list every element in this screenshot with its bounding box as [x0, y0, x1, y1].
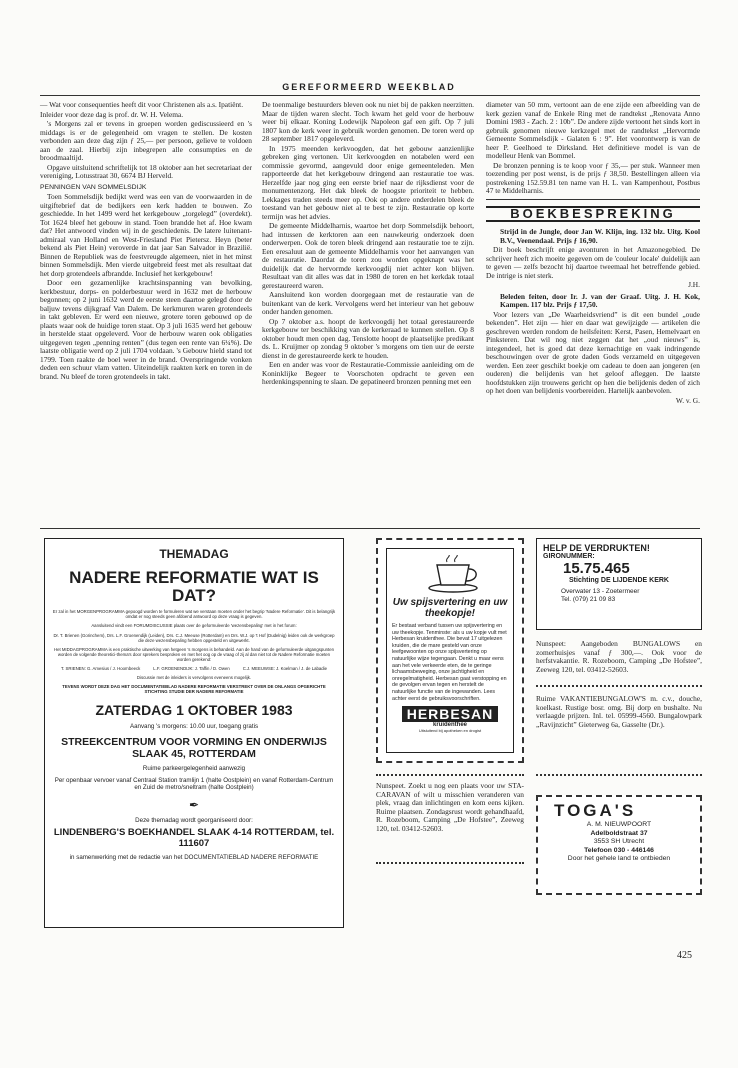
giro-label: GIRONUMMER: — [543, 553, 595, 560]
article-column-2 — [262, 101, 474, 388]
wavy-divider — [376, 858, 524, 864]
ad-headline: TOGA'S — [554, 801, 637, 820]
ad-headline: HELP DE VERDRUKTEN! — [543, 543, 650, 553]
event-parking: Ruime parkeergelegenheid aanwezig — [142, 765, 246, 773]
paragraph: diameter van 50 mm, vertoont aan de ene zijde een afbeelding van de kerk gezien vanaf de Enkele Ring met de randtekst „Renovata Anno Domini 1983 - Zach. 2 : 10b”. De andere zijde vertoont het sinds kort in gebruik genomen nieuwe kerkzegel met de randtekst „Hervormde Gemeente Sommelsdijk - Galaten 6 : 9”. Het voorontwerp is van de heer P. Geelhoed te Dirksland. Het definitieve model is van de modelleur Henk van Bommel. — [486, 100, 700, 160]
article-column-1 — [40, 101, 252, 382]
divider — [486, 199, 700, 200]
paragraph: Aansluitend kon worden doorgegaan met de restauratie van de buitenkant van de kerk. Vervolgens werd het interieur van het gebouw onder handen genomen. — [262, 290, 474, 316]
paragraph: 's Morgens zal er tevens in groepen worden gediscussieerd en 's middags is er de gelegenheid om vragen te stellen. De kosten verbonden aan deze dag zijn ƒ 25,— per persoon, gelieve te voldoen aan de zaal. Hierbij zijn inbegrepen alle consumpties en de broodmaaltijd. — [40, 119, 252, 162]
ad-label: THEMADAG — [159, 547, 229, 561]
event-organizer: LINDENBERG'S BOEKHANDEL SLAAK 4-14 ROTTERDAM, tel. 111607 — [53, 827, 335, 850]
ad-fine-print: Er zal in het MORGENPROGRAMMA gepoogd worden te formuleren wat we verstaan moeten onder het begrip 'Nadere Reformatie'. Dit is belangrijk omdat er nog steeds geen afdoend antwoord op deze vraag is gegeven. — [52, 609, 336, 620]
review-signature: W. v. G. — [675, 395, 700, 405]
paragraph: Toen Sommelsdijk bedijkt werd was een van de voorwaarden in de uitgiftebrief dat de bedijkers een kerk hadden te bouwen. Zo geschiedde. In het 1499 werd het kerkgebouw „torgelegd” (overdekt). Tot 1624 bleef het gebouw in stand. Toen brandde het af. Hoe kwam dat? Het antwoord vinden wij in de geschiedenis. De latere luitenant-admiraal van Holland en West-Friesland Piet Pietersz. Heyn (beter bekend als Piet Hein) veroverde in dat jaar San Salvador in Brazilië. Binnen de Republiek was de feestvreugde algemeen, niet in het minst binnen Sommelsdijk. Men vierde uitgebreid feest met als resultaat dat het dorp grotendeels afbrandde. Inclusief het kerkgebouw! — [40, 192, 252, 278]
giro-number: 15.75.465 — [563, 560, 630, 577]
review-signature: J.H. — [688, 280, 700, 289]
classified-ad: Ruime VAKANTIEBUNGALOW'S m. c.v., douche, koelkast. Rustige bosr. omg. Bij dorp en bushalte. Nu verlaagde prijzen. Inl. tel. 05999-4560. Bungalowpark „Ravijnzicht” Gieterweg 6a, Gasselte (Dr.). — [536, 694, 702, 729]
ad-fine-print: TEVENS WORDT DEZE DAG HET DOCUMENTATIEBLAD NADERE REFORMATIE VERSTREKT OVER DE ONLANGS OPGERICHTE STICHTING STUDIE DER NADERE REFORMATIE — [62, 683, 326, 695]
paragraph: De toenmalige bestuurders bleven ook nu niet bij de pakken neerzitten. Maar de tijden waren slecht. Toch kwam het geld voor de herbouw weer bij elkaar. Koning Lodewijk Napoleon gaf een gift. Op 7 juli 1807 kon de kerk weer in gebruik worden genomen. De toren werd op 28 september 1817 opgeleverd. — [262, 100, 474, 143]
speaker: T. SRIENEN: G. Amesius / J. Hoornbeeck — [61, 665, 141, 671]
paragraph: De gemeente Middelharnis, waartoe het dorp Sommelsdijk behoort, had intussen de kerktoren aan een nauwkeurig onderzoek doen onderwerpen. Ook de toren bleek dringend aan restauratie toe te zijn. Een eresaluut aan de gemeente Middelharnis voor het aanvangen van de restauratie. Daordat de toren zou worden opgeknapt was het duidelijk dat de hervormde kerkvoogdij niet achter kon blijven. Resultaat van dit alles was dat in 1980 de toren en het kerkdak totaal gerestaureerd waren. — [262, 221, 474, 290]
ad-fine-print: Discussie met de inleiders is vervolgens eveneens mogelijk. — [136, 674, 252, 680]
review-title: Strijd in de Jungle, door Jan W. Klijn, ing. 132 blz. Uitg. Kool B.V., Veenendaal. Prijs ƒ 16,90. — [500, 227, 700, 245]
address-line: Adelboldstraat 37 — [590, 829, 648, 837]
paragraph: De bronzen penning is te koop voor ƒ 35,— per stuk. Wanneer men toezending per post wenst, is de prijs ƒ 38,50. Bestellingen alleen via postrekening 152.59.81 ten name van H. L. van Kampenhout, Postbus 47 te Middelharnis. — [486, 160, 700, 195]
ad-body: Er bestaat verband tussen uw spijsvertering en uw theekopje. Tenminste: als u uw kopje vult met Herbesan kruidenthee. Die bevat 17 uitgelezen kruiden, die de mare gesteld van onze leefgewoonten op onze spijsvertering op natuurlijke wijze tegengaan. Denkt u maar eens aan het vele verkeerde eten, de te geringe lichaamsbeweging, onze jachtigheid en onregelmatigheid. Herbesan gaat verstopping en de gevolgen ervan tegen en herstelt de natuurlijke functie van de ingewanden. Lees achter eerst de gebruiksvoorschriften. — [392, 623, 507, 702]
brand-subtitle: kruidenthee — [432, 722, 467, 729]
ad-togas — [536, 795, 702, 895]
ad-headline: Uw spijsvertering en uw theekopje! — [392, 597, 508, 619]
address-line: Overwater 13 - Zoetermeer — [561, 588, 640, 595]
review-text: Voor lezers van „De Waarheidsvriend” is dit een bundel „oude bekenden”. Het zijn — hier en daar wat gewijzigde — artikelen die geschreven werden rondom de heilsfeiten: Kerst, Pasen, Hemelvaart en Pinksteren. Dat wil nog niet zeggen dat het „oud nieuws” is, integendeel, het is goed dat deze kernachtige en vaak indringende beschouwingen over de grote daden Gods verzameld en uitgegeven werden. Een zeer geschikt boekje om cadeau te doen aan jongeren (en ouderen) die belijdenis van het geloof afleggen. De laatste hoofdstukken zijn trouwens gericht op hen die belijdenis deden of zich op het doen van belijdenis voorbereiden. Hartelijk aanbevolen. — [486, 309, 700, 395]
wavy-divider — [376, 770, 524, 776]
review-title: Beleden feiten, door Ir. J. van der Graaf. Uitg. J. H. Kok, Kampen. 117 blz. Prijs ƒ 17,50. — [500, 291, 700, 309]
page-header: GEREFORMEERD WEEKBLAD — [282, 82, 456, 92]
article-column-3 — [486, 101, 700, 406]
section-subhead: PENNINGEN VAN SOMMELSDIJK — [40, 183, 147, 191]
address-line: 3553 SH Utrecht — [593, 838, 645, 845]
business-name: A. M. NIEUWPOORT — [586, 821, 652, 828]
event-organizer-label: Deze themadag wordt georganiseerd door: — [135, 817, 253, 825]
paragraph: Een en ander was voor de Restauratie-Commissie aanleiding om de Koninklijke Begeer te Voorschoten opdracht te geven een herdenkingspenning te slaan. De gepatineerd bronzen penning met een — [262, 360, 474, 386]
ad-fine-print: Aansluitend vindt een FORUMDISCUSSIE plaats over de geformuleerde 'wezensbepaling' met in het forum: — [91, 623, 297, 629]
event-transport: Per openbaar vervoer vanaf Centraal Station tramlijn 1 (halte Oostplein) en vanaf Rotterdam-Centrum en Zuid de metro/sneltram (halte Oostplein) — [54, 777, 334, 792]
page-number: 425 — [677, 950, 692, 961]
paragraph: Opgave uitsluitend schriftelijk tot 18 oktober aan het secretariaat der vereniging, Lotusstraat 30, 6674 BJ Herveld. — [40, 162, 252, 180]
brand-logo: HERBESAN — [402, 706, 498, 722]
teacup-icon — [425, 555, 481, 593]
ad-help-de-verdrukten — [536, 538, 702, 630]
ad-fine-print: Dr. T. Brienen (Gorinchem), Drs. L.F. Groenendijk (Leiden), Drs. C.J. Meeuse (Rotterdam) en Drs. W.J. op 't Hof (Dudelnig) leiden ook de werkgroep die deze wezensbepaling hebben opgesteld en uitgewerkt. — [53, 632, 335, 643]
classified-ad: Nunspeet: Aangeboden BUNGALOWS en zomerhuisjes vanaf ƒ 300,—. Ook voor de herfstvakantie. R. Rozeboom, Camping „De Hofstee”, Zeeweg 120, tel. 03412-52603. — [536, 639, 702, 674]
wavy-divider — [536, 770, 702, 776]
ad-fine-print: Het MIDDAGPROGRAMMA is een praktische uitwerking van hetgeen 's morgens is behandeld. Aan de hand van de geformuleerde uitgangspunten worden de volgende theoretici-thema's door sprekers besproken en met het oog op de vraag of zij al dan niet tot de Nadere Reformatie moeten worden gerekend: — [53, 647, 335, 663]
ad-herbesan — [376, 538, 524, 763]
ad-herbesan-inner — [386, 548, 514, 753]
header-rule — [40, 95, 700, 96]
paragraph: Door een gezamenlijke krachtsinspanning van bevolking, kerkbestuur, dorps- en polderbestuur werd in 1632 met de herbouw begonnen; op 2 juni 1632 werd de eerste steen daartoe gelegd door de baljuw tevens dijkgraaf Van Dalem. De kerkmuren waren grotendeels in takt gebleven. Er werd een nieuwe, grotere toren gebouwd op de plaats waar ook de huidige toren staat. Op 3 juli 1635 werd het gebouw in herstelde staat opgeleverd. Voor de herbouw waren ook obligaties uitgegeven tegen „penning renten” (dus tegen een rente van 6¼%). De laatste obligatie werd op 2 juli 1704 voldaan. 's Gebouw hield stand tot 1799. Toen raakte de boel weer in de brand. Overspringende vonken deden een schuur vlam vatten. Uiteindelijk raakten kerk en toren in de brand. Nu bleef de toren grotendeels in takt. — [40, 278, 252, 381]
classified-ad: Nunspeet. Zoekt u nog een plaats voor uw STA-CARAVAN of wilt u misschien veranderen van plek, vraag dan inlichtingen en kom eens kijken. Ruime plaatsen. Zondagsrust wordt gehandhaafd, R. Rozeboom, Camping „De Hofstee”, Zeeweg 120, tel. 03412-52603. — [376, 781, 524, 833]
organization-name: Stichting DE LIJDENDE KERK — [569, 577, 669, 584]
ad-fine-print: Uitsluitend bij apotheken en drogist — [418, 728, 482, 734]
wavy-divider — [536, 681, 702, 687]
paragraph: In 1975 meenden kerkvoogden, dat het gebouw aanzienlijke gebreken ging vertonen. Uit kerkvoogden en notabelen werd een commissie gevormd, aangevuld door enige gemeenteleden. Men rapporteerde dat het kerkgebouw dringend aan restauratie toe was. Herzelfde jaar nog ging een eerste brief naar de rijksdienst voor de monumentenzorg. Het dak bleek de hoogste prioriteit te hebben. Lekkages traden steeds meer op. Ook op andere onderdelen bleek de toestand van het gebouw niet al te best te zijn. Restauratie op korte termijn was het advies. — [262, 143, 474, 221]
paragraph: — Wat voor consequenties heeft dit voor Christenen als a.s. Ipatiënt. — [40, 100, 244, 109]
section-title-boekbespreking: BOEKBESPREKING — [486, 206, 700, 223]
speaker: L.F. GROENENDIJK: J. Taffin / D. Owen — [153, 665, 230, 671]
pen-icon: ✒ — [188, 798, 200, 813]
ad-themadag — [44, 538, 344, 928]
event-venue: STREEKCENTRUM VOOR VORMING EN ONDERWIJS SLAAK 45, ROTTERDAM — [61, 736, 327, 761]
event-date: ZATERDAG 1 OKTOBER 1983 — [95, 702, 293, 719]
event-time: Aanvang 's morgens: 10.00 uur, toegang gratis — [129, 723, 259, 731]
speaker-list — [51, 666, 337, 671]
phone-line: Telefoon 030 - 446146 — [584, 846, 654, 854]
section-rule — [40, 528, 700, 529]
speaker: C.J. MEEUWSE: J. Koelman / J. de Labadie — [242, 665, 327, 671]
paragraph: Op 7 oktober a.s. hoopt de kerkvoogdij het totaal gerestaureerde kerkgebouw ter beschikking van de kerkeraad te kunnen stellen. Op 8 oktober houdt men open dag. Tenslotte hoopt de plaatselijke predikant ds. L. Kruijmer op zondag 9 oktober 's morgens om tien uur de eerste dienst in de gerestaureerde kerk te houden. — [262, 316, 474, 360]
event-cooperation: in samenwerking met de redactie van het DOCUMENTATIEBLAD NADERE REFORMATIE — [69, 854, 319, 862]
phone-line: Tel. (079) 21 09 83 — [561, 596, 616, 603]
review-text: Dit boek beschrijft enige avonturen in het Amazonegebied. De schrijver heeft zich moeite gegeven om de 'couleur locale' duidelijk aan te geven — zelfs bezocht hij daartoe tweemaal het betreffende gebied. De intrige is niet sterk. — [486, 245, 700, 280]
paragraph: Inleider voor deze dag is prof. dr. W. H. Velema. — [40, 109, 184, 119]
ad-note: Door het gehele land te ontbieden — [567, 855, 671, 862]
ad-headline: NADERE REFORMATIE WAT IS DAT? — [69, 568, 319, 605]
